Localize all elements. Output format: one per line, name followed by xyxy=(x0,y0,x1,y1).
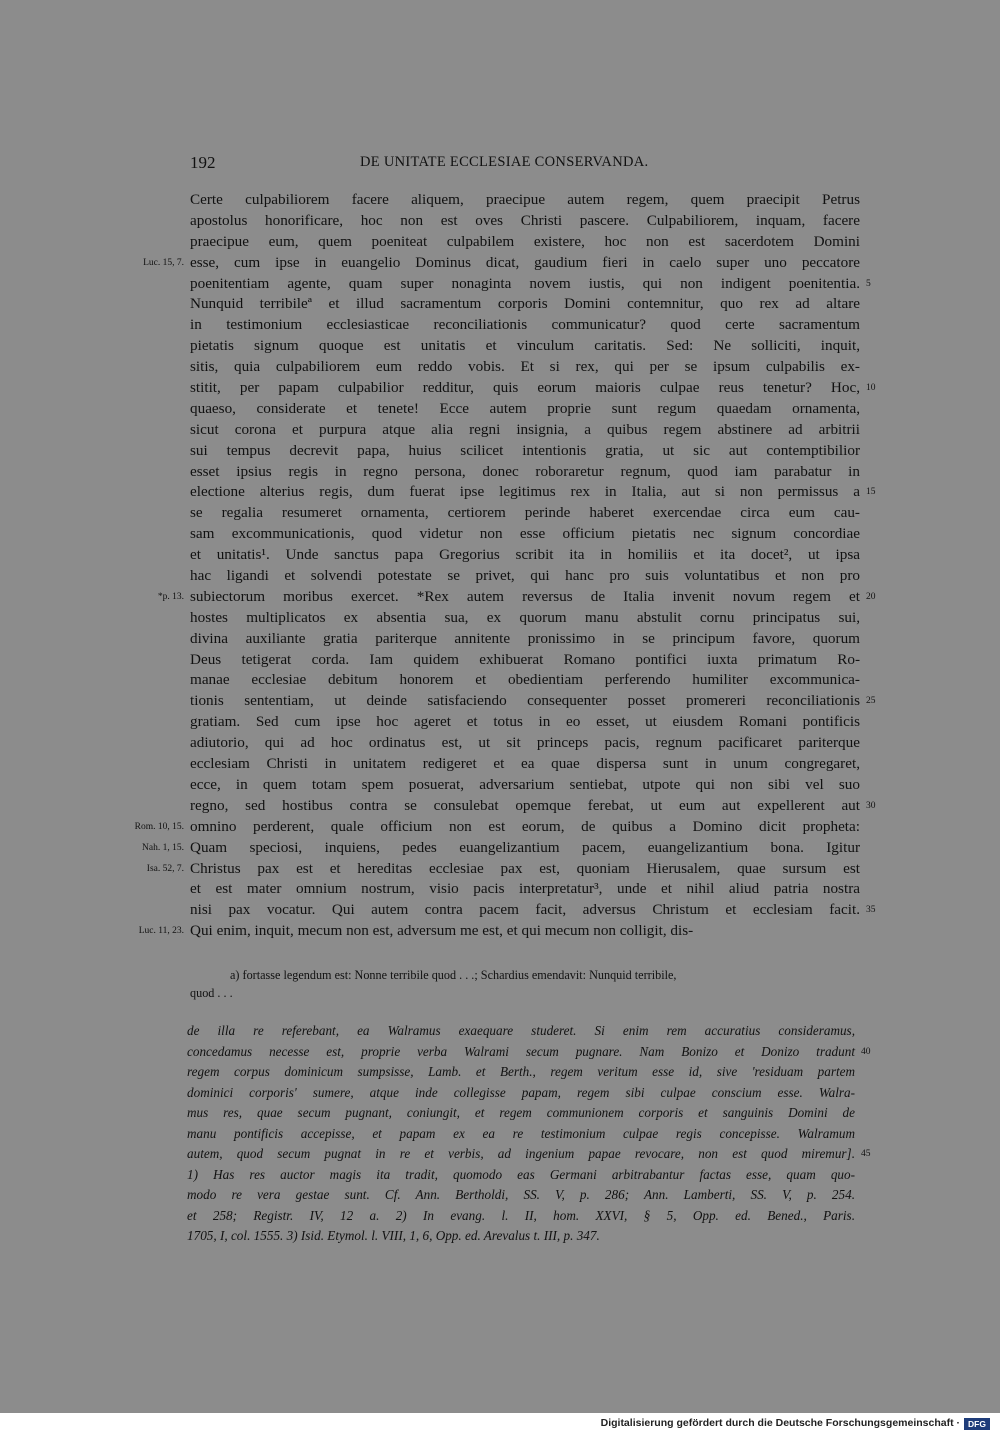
line-text: poenitentiam agente, quam super nonaginta novem iustis, qui non indigent poenitentia. xyxy=(190,274,860,292)
line-text: et unitatis¹. Unde sanctus papa Gregorius scribit ita in homiliis et ita docet², ut ipsa xyxy=(190,546,860,564)
text-line xyxy=(187,1062,855,1083)
line-text: et est mater omnium nostrum, visio pacis interpretatur³, unde et nihil aliud patria nostra xyxy=(190,880,860,898)
text-line xyxy=(190,420,860,441)
text-line xyxy=(187,1083,855,1104)
line-number: 30 xyxy=(866,800,876,811)
line-number: 20 xyxy=(866,591,876,602)
line-text: adiutorio, qui ad hoc ordinatus est, ut sit princeps pacis, regnum pacificaret pariterque xyxy=(190,734,860,752)
text-line xyxy=(190,566,860,587)
line-text: Qui enim, inquit, mecum non est, adversum me est, et qui mecum non colligit, dis- xyxy=(190,922,694,940)
text-line xyxy=(190,378,876,399)
text-line xyxy=(190,336,860,357)
line-text: sui tempus decrevit papa, huius scilicet intentionis gratia, ut sic aut contemptibilior xyxy=(190,441,860,459)
text-line xyxy=(190,462,860,483)
line-text: modo re vera gestae sunt. Cf. Ann. Bertholdi, SS. V, p. 286; Ann. Lamberti, SS. V, p. 254. xyxy=(187,1187,855,1202)
line-text: regno, sed hostibus contra se consulebat opemque ferebat, ut eum aut expellerent aut xyxy=(190,796,860,814)
line-text: praecipue eum, quem poeniteat culpabilem existere, hoc non est sacerdotem Domini xyxy=(190,232,860,250)
margin-reference: Luc. 15, 7. xyxy=(143,257,184,268)
line-text: Christus pax est et hereditas ecclesiae pax est, quoniam Hierusalem, quae sursum est xyxy=(190,859,860,877)
line-text: omnino perderent, quale officium non est eorum, de quibus a Domino dicit propheta: xyxy=(190,817,860,835)
text-line xyxy=(190,357,860,378)
margin-reference: Nah. 1, 15. xyxy=(142,842,184,853)
line-number: 45 xyxy=(861,1149,871,1159)
margin-reference: Luc. 11, 23. xyxy=(138,926,184,937)
line-number: 15 xyxy=(866,487,876,498)
text-line xyxy=(190,482,876,503)
line-text: sicut corona et purpura atque alia regni insignia, a quibus regem abstinere ad arbitrii xyxy=(190,420,860,438)
line-text: ecce, in quem totam spem posuerat, adversarium sentiebat, utpote qui non sibi vel suo xyxy=(190,775,860,793)
text-line xyxy=(190,190,860,211)
line-number: 25 xyxy=(866,696,876,707)
text-line xyxy=(190,232,860,253)
line-text: nisi pax vocatur. Qui autem contra pacem facit, adversus Christum et ecclesiam facit. xyxy=(190,901,860,919)
text-line xyxy=(190,399,860,420)
line-text: 1705, I, col. 1555. 3) Isid. Etymol. l. VIII, 1, 6, Opp. ed. Arevalus t. III, p. 347. xyxy=(187,1228,600,1243)
line-text: subiectorum moribus exercet. *Rex autem reversus de Italia invenit novum regem et xyxy=(190,587,860,605)
line-text: Nunquid terribileª et illud sacramentum corporis Domini contemnitur, quo rex ad altare xyxy=(190,295,860,313)
line-text: manu pontificis accepisse, et papam ex ea re testimonium culpae regis concepisse. Walramum xyxy=(187,1125,855,1141)
page-number: 192 xyxy=(190,153,216,172)
main-text xyxy=(134,190,876,942)
line-number: 5 xyxy=(866,278,871,289)
line-text: autem, quod secum pugnat in re et verbis, ad ingenium papae revocare, non est quod miremur]. xyxy=(187,1146,855,1161)
text-line xyxy=(134,817,860,838)
line-number: 40 xyxy=(861,1046,871,1057)
text-line xyxy=(187,1165,855,1186)
text-line xyxy=(190,754,860,775)
footer-text: Digitalisierung gefördert durch die Deutsche Forschungsgemeinschaft · xyxy=(600,1417,960,1429)
text-line xyxy=(190,315,860,336)
line-text: dominici corporis' sumere, atque inde collegisse papam, regem sibi culpae conscium esse. Walra- xyxy=(187,1084,855,1100)
footnote-a-line: quod . . . xyxy=(190,986,233,1000)
line-text: hostes multiplicatos ex absentia sua, ex quorum manu abstulit cornu principatus sui, xyxy=(190,608,860,626)
line-text: esse, cum ipse in euangelio Dominus dicat, gaudium fieri in caelo super uno peccatore xyxy=(190,253,860,271)
text-line xyxy=(190,650,860,671)
line-text: pietatis signum quoque est unitatis et vinculum caritatis. Sed: Ne solliciti, inquit, xyxy=(190,337,860,355)
text-line xyxy=(190,796,876,817)
line-text: regem corpus dominicum sumpsisse, Lamb. et Berth., regem veritum esse id, sive 'residuam partem xyxy=(187,1064,855,1079)
line-text: in testimonium ecclesiasticae reconciliationis communicatur? quod certe sacramentum xyxy=(190,316,860,334)
text-line xyxy=(157,587,876,608)
text-line xyxy=(190,879,860,900)
text-line xyxy=(190,294,860,315)
text-line xyxy=(142,838,860,859)
line-text: Deus tetigerat corda. Iam quidem exhibuerat Romano pontifici iuxta primatum Ro- xyxy=(190,650,860,668)
text-line xyxy=(190,274,871,295)
line-text: de illa re referebant, ea Walramus exaequare studeret. Si enim rem accuratius consideramus, xyxy=(187,1023,855,1038)
text-line xyxy=(187,1185,855,1206)
text-line xyxy=(146,859,860,880)
text-line xyxy=(190,629,860,650)
text-line xyxy=(143,253,860,274)
line-number: 10 xyxy=(866,383,876,394)
line-text: electione alterius regis, dum fuerat ipse legitimus rex in Italia, aut si non permissus a xyxy=(190,483,860,501)
text-line xyxy=(190,524,860,545)
margin-reference: *p. 13. xyxy=(157,591,184,602)
line-text: sitis, quia culpabiliorem eum reddo vobis. Et si rex, qui per se ipsum culpabilis ex- xyxy=(190,358,860,376)
line-text: et 258; Registr. IV, 12 a. 2) In evang. l. II, hom. XXVI, § 5, Opp. ed. Bened., Paris. xyxy=(187,1207,855,1223)
text-line xyxy=(190,211,860,232)
footnote-a xyxy=(190,966,860,1002)
footnote-a-line: a) fortasse legendum est: Nonne terribile quod . . .; Schardius emendavit: Nunquid terribile, xyxy=(230,968,677,982)
text-line xyxy=(190,712,860,733)
text-line xyxy=(187,1144,871,1165)
text-line xyxy=(190,733,860,754)
line-text: Certe culpabiliorem facere aliquem, praecipue autem regem, quem praecipit Petrus xyxy=(190,191,860,208)
line-text: sam excommunicationis, quod videtur non esse officium pietatis nec signum concordiae xyxy=(190,525,860,543)
line-number: 35 xyxy=(866,905,876,916)
text-line xyxy=(190,691,876,712)
line-text: mus res, quae secum pugnant, coniungit, et regem communionem corporis et sanguinis Domini de xyxy=(187,1105,855,1120)
line-text: concedamus necesse est, proprie verba Walrami secum pugnare. Nam Bonizo et Donizo tradunt xyxy=(187,1043,855,1059)
text-line xyxy=(187,1042,871,1063)
line-text: esset ipsius regis in regno persona, donec roboraretur regnum, quod iam parabatur in xyxy=(190,462,860,480)
text-line xyxy=(138,921,860,942)
line-text: quaeso, considerate et tenete! Ecce autem proprie sunt regum quaedam ornamenta, xyxy=(190,399,860,417)
footer-bar xyxy=(0,1413,1000,1434)
text-line xyxy=(187,1103,855,1124)
line-text: Quam speciosi, inquiens, pedes euangelizantium pacem, euangelizantium bona. Igitur xyxy=(190,838,860,856)
line-text: gratiam. Sed cum ipse hoc ageret et totus in eo esset, ut eiusdem Romani pontificis xyxy=(190,713,860,731)
text-line xyxy=(190,545,860,566)
line-text: ecclesiam Christi in unitatem redigeret et ea quae dispersa sunt in unum congregaret, xyxy=(190,755,860,773)
text-line xyxy=(187,1124,855,1145)
margin-reference: Rom. 10, 15. xyxy=(134,821,184,832)
text-line xyxy=(190,503,860,524)
text-line xyxy=(190,900,876,921)
margin-reference: Isa. 52, 7. xyxy=(146,863,184,874)
line-text: divina auxiliante gratia pariterque annitente pronissimo in se principum favore, quorum xyxy=(190,629,860,647)
text-line xyxy=(190,608,860,629)
line-text: se regalia resumeret ornamenta, certiorem perinde haberet exercendae circa eum cau- xyxy=(190,504,860,522)
text-line xyxy=(190,670,860,691)
text-line xyxy=(187,1206,855,1227)
text-line xyxy=(190,775,860,796)
line-text: 1) Has res auctor magis ita tradit, quomodo eas Germani arbitrabantur factas esse, quam quo- xyxy=(187,1166,855,1182)
line-text: stitit, per papam culpabilior redditur, quis eorum maioris culpae reus tenetur? Hoc, xyxy=(190,379,860,397)
editorial-notes xyxy=(187,1021,871,1247)
running-title: DE UNITATE ECCLESIAE CONSERVANDA. xyxy=(360,154,649,170)
text-line xyxy=(187,1021,855,1042)
line-text: hac ligandi et solvendi potestate se privet, qui hanc pro suis voluntatibus et non pro xyxy=(190,567,860,585)
text-line xyxy=(187,1226,855,1247)
line-text: apostolus honorificare, hoc non est oves Christi pascere. Culpabiliorem, inquam, facere xyxy=(190,211,860,229)
line-text: manae ecclesiae debitum honorem et obedientiam perferendo humiliter excommunica- xyxy=(190,671,860,689)
dfg-logo: DFG xyxy=(964,1418,990,1430)
line-text: tionis sententiam, ut deinde satisfaciendo consequenter posset promereri reconciliationis xyxy=(190,692,860,710)
text-line xyxy=(190,441,860,462)
page-header xyxy=(190,153,860,177)
